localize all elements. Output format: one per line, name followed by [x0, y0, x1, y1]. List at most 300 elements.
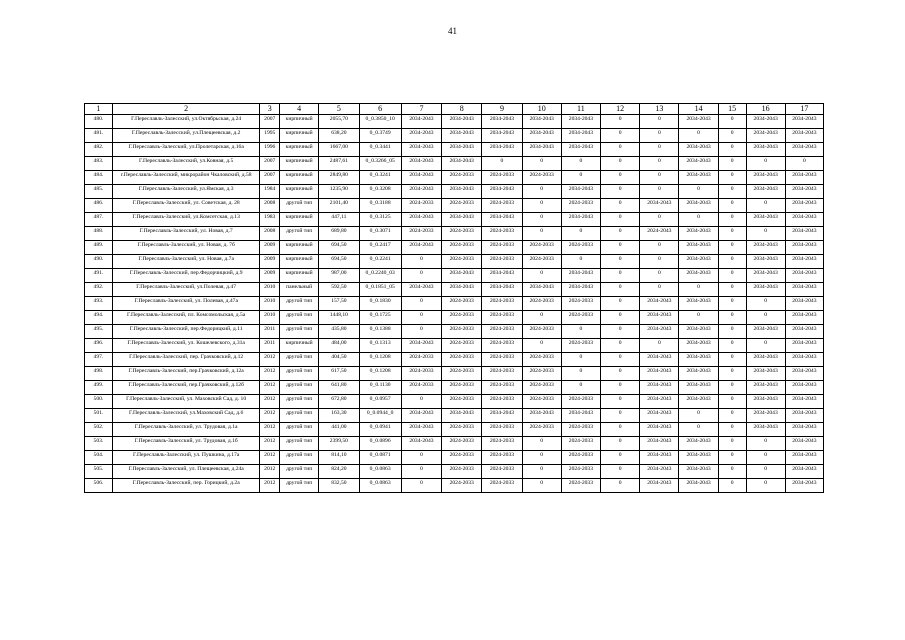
- table-cell: Г.Переславль-Залесский, ул. Кошелевского, д.31а: [112, 339, 260, 353]
- table-cell: кирпичный: [280, 339, 319, 353]
- table-cell: 157,50: [319, 297, 359, 311]
- table-cell: 694,50: [319, 241, 359, 255]
- table-cell: 0: [561, 157, 600, 171]
- table-cell: 2034-2043: [679, 479, 718, 493]
- table-cell: 0: [640, 115, 679, 129]
- table-cell: 0: [601, 311, 640, 325]
- table-cell: 832,50: [319, 479, 359, 493]
- table-cell: Г.Переславль-Залесский, пер.Федорицкий, д.11: [112, 325, 260, 339]
- table-cell: 0: [601, 409, 640, 423]
- table-cell: 1667,00: [319, 143, 359, 157]
- table-cell: 2034-2043: [746, 395, 785, 409]
- table-cell: 0: [522, 269, 561, 283]
- column-header: 13: [640, 104, 679, 115]
- table-cell: 0: [601, 381, 640, 395]
- table-cell: 0: [561, 255, 600, 269]
- table-cell: другой тип: [280, 465, 319, 479]
- table-cell: Г.Переславль-Залесский, пер.Грачковский, д.12а: [112, 367, 260, 381]
- table-cell: 2024-2033: [442, 381, 482, 395]
- table-cell: 2034-2043: [785, 409, 823, 423]
- table-cell: 2034-2043: [482, 115, 522, 129]
- table-cell: 0_0.3125: [359, 213, 401, 227]
- table-cell: 500.: [85, 395, 113, 409]
- table-cell: 1984: [260, 185, 280, 199]
- table-cell: 2034-2043: [785, 451, 823, 465]
- table-cell: 2034-2043: [401, 185, 441, 199]
- table-cell: Г.Переславль-Залесский, ул. Трудовая, д.1б: [112, 437, 260, 451]
- table-cell: 2024-2033: [442, 367, 482, 381]
- table-cell: 2034-2043: [640, 423, 679, 437]
- table-cell: 483.: [85, 157, 113, 171]
- table-cell: 2034-2043: [401, 437, 441, 451]
- table-cell: 0: [522, 227, 561, 241]
- table-cell: 2010: [260, 297, 280, 311]
- table-cell: 2034-2043: [679, 381, 718, 395]
- table-cell: 2024-2033: [442, 199, 482, 213]
- table-cell: кирпичный: [280, 185, 319, 199]
- table-cell: 2034-2043: [785, 311, 823, 325]
- table-cell: 2024-2033: [442, 395, 482, 409]
- table-cell: 2034-2043: [442, 409, 482, 423]
- table-cell: 0: [746, 437, 785, 451]
- table-cell: 2034-2043: [561, 283, 600, 297]
- table-cell: Г.Переславль-Залесский, пер.Федорчицкий, д.9: [112, 269, 260, 283]
- table-cell: 0: [746, 479, 785, 493]
- table-cell: 2024-2033: [482, 241, 522, 255]
- table-cell: 617,50: [319, 367, 359, 381]
- table-cell: 2034-2043: [785, 129, 823, 143]
- table-cell: 2024-2033: [561, 395, 600, 409]
- table-cell: 0: [718, 143, 746, 157]
- table-cell: 2034-2043: [679, 339, 718, 353]
- table-cell: 0: [718, 213, 746, 227]
- table-cell: 1235,90: [319, 185, 359, 199]
- table-cell: 2034-2043: [640, 409, 679, 423]
- table-cell: 2034-2043: [482, 269, 522, 283]
- table-cell: 0_0.1851_05: [359, 283, 401, 297]
- column-header: 4: [280, 104, 319, 115]
- table-cell: 489.: [85, 241, 113, 255]
- table-cell: 2034-2043: [561, 143, 600, 157]
- table-cell: 491.: [85, 269, 113, 283]
- table-cell: панельный: [280, 283, 319, 297]
- table-cell: 2034-2043: [785, 269, 823, 283]
- table-cell: 0: [640, 339, 679, 353]
- table-cell: 2034-2043: [442, 143, 482, 157]
- table-cell: 2008: [260, 199, 280, 213]
- table-cell: 0: [601, 353, 640, 367]
- table-row: [85, 157, 824, 171]
- table-cell: 0: [679, 409, 718, 423]
- table-cell: 2034-2043: [785, 465, 823, 479]
- table-cell: Г.Переславль-Залесский, ул.Полевая, д.47: [112, 283, 260, 297]
- table-cell: 2024-2033: [442, 325, 482, 339]
- table-cell: 0: [679, 423, 718, 437]
- table-cell: 2034-2043: [482, 129, 522, 143]
- table-cell: 0_0.1388: [359, 325, 401, 339]
- table-cell: 2012: [260, 437, 280, 451]
- table-cell: 2024-2033: [401, 367, 441, 381]
- housing-registry-table: [84, 103, 824, 493]
- table-row: [85, 241, 824, 255]
- table-cell: 2034-2043: [640, 367, 679, 381]
- table-cell: другой тип: [280, 437, 319, 451]
- table-row: [85, 199, 824, 213]
- table-cell: 492.: [85, 283, 113, 297]
- table-cell: 2034-2043: [785, 171, 823, 185]
- table-cell: 0: [679, 311, 718, 325]
- table-row: [85, 255, 824, 269]
- table-cell: 814,10: [319, 451, 359, 465]
- table-cell: Г.Переславль-Залесский, ул. Новая, д.7а: [112, 255, 260, 269]
- table-cell: 0: [718, 283, 746, 297]
- table-cell: 2024-2033: [442, 241, 482, 255]
- table-cell: 2024-2043: [640, 227, 679, 241]
- table-cell: 2011: [260, 339, 280, 353]
- table-cell: 0_0.0896: [359, 437, 401, 451]
- table-row: [85, 185, 824, 199]
- table-cell: 0: [401, 311, 441, 325]
- table-cell: 2012: [260, 367, 280, 381]
- table-cell: 2024-2033: [522, 325, 561, 339]
- table-cell: 0: [522, 185, 561, 199]
- table-cell: 496.: [85, 339, 113, 353]
- table-cell: 0: [640, 143, 679, 157]
- table-cell: 2024-2033: [442, 297, 482, 311]
- table-row: [85, 367, 824, 381]
- table-cell: 0: [522, 465, 561, 479]
- table-cell: 2034-2043: [640, 479, 679, 493]
- table-cell: 2034-2043: [640, 395, 679, 409]
- table-cell: 2034-2043: [679, 353, 718, 367]
- table-cell: 0_0.3850_10: [359, 115, 401, 129]
- table-cell: 0_0.3188: [359, 199, 401, 213]
- table-cell: 2034-2043: [679, 451, 718, 465]
- table-cell: 2034-2043: [442, 129, 482, 143]
- table-cell: 2034-2043: [746, 129, 785, 143]
- table-cell: 2034-2043: [679, 227, 718, 241]
- table-cell: 2034-2043: [640, 381, 679, 395]
- table-cell: 2024-2033: [442, 423, 482, 437]
- table-cell: 2024-2033: [522, 297, 561, 311]
- table-cell: 0_0.0863: [359, 479, 401, 493]
- table-cell: 2034-2043: [746, 423, 785, 437]
- table-cell: 0: [718, 269, 746, 283]
- table-cell: 2024-2033: [561, 241, 600, 255]
- table-cell: 2034-2043: [522, 409, 561, 423]
- column-header: 7: [401, 104, 441, 115]
- table-cell: 2034-2043: [640, 353, 679, 367]
- table-cell: 2024-2033: [522, 381, 561, 395]
- table-cell: другой тип: [280, 325, 319, 339]
- table-cell: 163,30: [319, 409, 359, 423]
- table-cell: 2024-2033: [401, 199, 441, 213]
- table-cell: 0: [718, 157, 746, 171]
- table-cell: 0: [679, 283, 718, 297]
- table-cell: 2024-2033: [482, 367, 522, 381]
- table-cell: 0: [718, 479, 746, 493]
- table-cell: 2034-2043: [679, 367, 718, 381]
- table-cell: Г.Переславль-Залесский, ул.Ковная, д.5: [112, 157, 260, 171]
- table-cell: 0_0.1208: [359, 353, 401, 367]
- table-cell: 502.: [85, 423, 113, 437]
- table-cell: 0: [640, 185, 679, 199]
- table-cell: 2024-2033: [482, 479, 522, 493]
- table-cell: 2034-2043: [522, 115, 561, 129]
- table-cell: 2012: [260, 381, 280, 395]
- table-cell: Г.Переславль-Залесский, пл. Комсомольская, д.5а: [112, 311, 260, 325]
- table-cell: 2024-2033: [561, 465, 600, 479]
- column-header: 6: [359, 104, 401, 115]
- page-number: 41: [448, 26, 457, 36]
- table-cell: Г.Переславль-Залесский, ул. Пушкина, д.17а: [112, 451, 260, 465]
- table-cell: 0: [640, 171, 679, 185]
- table-cell: кирпичный: [280, 115, 319, 129]
- table-cell: 2034-2043: [785, 213, 823, 227]
- table-cell: 672,80: [319, 395, 359, 409]
- table-cell: 0: [718, 409, 746, 423]
- table-cell: 2024-2033: [482, 325, 522, 339]
- table-cell: 2034-2043: [746, 255, 785, 269]
- table-cell: 0: [601, 437, 640, 451]
- table-cell: 0_0.1830: [359, 297, 401, 311]
- table-cell: 2101,40: [319, 199, 359, 213]
- table-cell: Г.Переславль-Залесский, ул.Плещеевская, д.2: [112, 129, 260, 143]
- table-cell: 2024-2033: [522, 395, 561, 409]
- table-cell: Г.Переславль-Залесский, пер. Грачковский, д.12: [112, 353, 260, 367]
- table-cell: 2024-2033: [482, 255, 522, 269]
- table-cell: 2034-2043: [640, 451, 679, 465]
- table-cell: 2034-2043: [401, 409, 441, 423]
- table-cell: 2034-2043: [746, 143, 785, 157]
- table-cell: 505.: [85, 465, 113, 479]
- table-cell: Г.Переславль-Залесский, ул. Новая, д.7: [112, 227, 260, 241]
- table-cell: 0: [718, 395, 746, 409]
- table-cell: 0: [785, 157, 823, 171]
- table-cell: 404,50: [319, 353, 359, 367]
- table-cell: 0_0.1130: [359, 381, 401, 395]
- table-cell: 2024-2033: [482, 381, 522, 395]
- table-cell: 2034-2043: [746, 115, 785, 129]
- table-cell: 0: [601, 367, 640, 381]
- table-cell: 2034-2043: [561, 213, 600, 227]
- column-number-row: [85, 104, 824, 115]
- table-cell: 2024-2033: [561, 437, 600, 451]
- table-cell: другой тип: [280, 353, 319, 367]
- table-cell: 2034-2043: [401, 339, 441, 353]
- table-cell: 0: [601, 269, 640, 283]
- table-row: [85, 339, 824, 353]
- table-row: [85, 213, 824, 227]
- table-cell: 0: [601, 185, 640, 199]
- table-cell: 2024-2033: [522, 367, 561, 381]
- table-cell: 2034-2043: [640, 297, 679, 311]
- table-cell: 2034-2043: [785, 367, 823, 381]
- table-cell: 0_0.3241: [359, 171, 401, 185]
- table-cell: 0: [601, 241, 640, 255]
- table-cell: 2024-2033: [442, 437, 482, 451]
- column-header: 15: [718, 104, 746, 115]
- table-cell: Г.Переславль-Залесский, ул. Полевая, д.47а: [112, 297, 260, 311]
- column-header: 12: [601, 104, 640, 115]
- table-cell: 2024-2033: [522, 353, 561, 367]
- table-cell: 0: [601, 339, 640, 353]
- table-cell: 2034-2043: [401, 129, 441, 143]
- table-cell: 0: [718, 451, 746, 465]
- table-cell: 0_0.2417: [359, 241, 401, 255]
- table-cell: 2034-2043: [522, 283, 561, 297]
- column-header: 3: [260, 104, 280, 115]
- table-cell: 2034-2043: [401, 171, 441, 185]
- table-cell: 2399,50: [319, 437, 359, 451]
- table-cell: 0: [601, 157, 640, 171]
- table-cell: 0: [561, 353, 600, 367]
- table-cell: 0: [718, 423, 746, 437]
- table-cell: 0: [601, 465, 640, 479]
- table-cell: 2024-2033: [442, 339, 482, 353]
- table-cell: 2024-2033: [442, 353, 482, 367]
- table-cell: 0: [561, 227, 600, 241]
- table-cell: 2034-2043: [482, 185, 522, 199]
- table-cell: 0: [601, 199, 640, 213]
- table-cell: 2009: [260, 255, 280, 269]
- table-cell: 1983: [260, 213, 280, 227]
- table-cell: 0: [746, 157, 785, 171]
- table-cell: кирпичный: [280, 143, 319, 157]
- table-cell: 2024-2033: [482, 395, 522, 409]
- table-cell: 0: [561, 367, 600, 381]
- table-cell: 0: [746, 227, 785, 241]
- table-cell: 2034-2043: [401, 241, 441, 255]
- table-body: [85, 115, 824, 493]
- table-cell: Г.Переславль-Залесский, ул.Маховский Сад, д.6: [112, 409, 260, 423]
- table-cell: 2034-2043: [442, 269, 482, 283]
- table-cell: 0: [746, 451, 785, 465]
- table-cell: 0: [640, 157, 679, 171]
- table-cell: 2024-2033: [482, 423, 522, 437]
- table-cell: 2024-2033: [442, 465, 482, 479]
- table-cell: 2034-2043: [746, 171, 785, 185]
- table-cell: 2034-2043: [785, 325, 823, 339]
- table-cell: 2034-2043: [785, 437, 823, 451]
- table-cell: 0_0.2240_03: [359, 269, 401, 283]
- table-cell: 2034-2043: [679, 199, 718, 213]
- table-cell: 0: [401, 465, 441, 479]
- table-cell: 2024-2033: [561, 479, 600, 493]
- table-cell: 2034-2043: [785, 381, 823, 395]
- table-cell: 2034-2043: [561, 115, 600, 129]
- table-row: [85, 395, 824, 409]
- table-cell: 506.: [85, 479, 113, 493]
- table-cell: 2034-2043: [785, 395, 823, 409]
- table-cell: 0_0.0871: [359, 451, 401, 465]
- table-cell: 0: [679, 213, 718, 227]
- table-row: [85, 465, 824, 479]
- table-cell: 2024-2033: [561, 297, 600, 311]
- table-cell: 2024-2033: [522, 255, 561, 269]
- table-cell: Г.Переславль-Залесский, ул.Пролетарская, д.16а: [112, 143, 260, 157]
- table-cell: 2034-2043: [401, 283, 441, 297]
- table-cell: 0: [401, 325, 441, 339]
- table-cell: 2024-2033: [482, 465, 522, 479]
- table-cell: Г.Переславль-Залесский, ул.Октябрьская, д.24: [112, 115, 260, 129]
- table-cell: 2024-2033: [482, 199, 522, 213]
- table-row: [85, 171, 824, 185]
- table-cell: 447,11: [319, 213, 359, 227]
- column-header: 16: [746, 104, 785, 115]
- table-cell: 0: [718, 199, 746, 213]
- table-cell: 2012: [260, 423, 280, 437]
- table-cell: 0: [718, 353, 746, 367]
- table-row: [85, 297, 824, 311]
- table-cell: 0: [401, 255, 441, 269]
- table-cell: 2024-2033: [442, 227, 482, 241]
- table-cell: 0: [718, 241, 746, 255]
- table-cell: 2012: [260, 409, 280, 423]
- table-cell: 2024-2033: [401, 353, 441, 367]
- table-cell: 2024-2033: [482, 437, 522, 451]
- table-cell: 2034-2043: [442, 157, 482, 171]
- table-cell: 2034-2043: [640, 325, 679, 339]
- table-row: [85, 115, 824, 129]
- table-cell: 0: [746, 297, 785, 311]
- table-cell: 0_0.1725: [359, 311, 401, 325]
- table-cell: 0: [601, 451, 640, 465]
- table-cell: 493.: [85, 297, 113, 311]
- table-cell: 0: [601, 325, 640, 339]
- table-cell: 0: [401, 297, 441, 311]
- table-cell: 0_0.3071: [359, 227, 401, 241]
- table-cell: 2034-2043: [679, 269, 718, 283]
- table-cell: 2034-2043: [482, 409, 522, 423]
- table-cell: 503.: [85, 437, 113, 451]
- table-cell: 0: [679, 185, 718, 199]
- table-cell: 0: [718, 465, 746, 479]
- table-cell: 0_0.3441: [359, 143, 401, 157]
- table-cell: 2034-2043: [640, 199, 679, 213]
- table-cell: 2034-2043: [401, 143, 441, 157]
- table-cell: 0: [522, 199, 561, 213]
- table-cell: 2034-2043: [746, 381, 785, 395]
- table-cell: 2055,70: [319, 115, 359, 129]
- table-cell: Г.Переславль-Залесский, ул.Комсетская, д.13: [112, 213, 260, 227]
- table-cell: кирпичный: [280, 241, 319, 255]
- table-cell: 2007: [260, 115, 280, 129]
- table-cell: 441,00: [319, 423, 359, 437]
- table-cell: другой тип: [280, 423, 319, 437]
- table-cell: 0: [640, 213, 679, 227]
- table-cell: другой тип: [280, 479, 319, 493]
- table-cell: 0: [718, 129, 746, 143]
- table-cell: 2024-2033: [482, 297, 522, 311]
- table-row: [85, 129, 824, 143]
- table-cell: 0: [601, 283, 640, 297]
- table-row: [85, 269, 824, 283]
- table-cell: 0: [718, 227, 746, 241]
- table-cell: 2034-2043: [679, 437, 718, 451]
- table-cell: 2034-2043: [401, 213, 441, 227]
- table-cell: 2034-2043: [522, 143, 561, 157]
- table-cell: 2034-2043: [442, 185, 482, 199]
- table-cell: 2009: [260, 269, 280, 283]
- table-cell: 2034-2043: [746, 241, 785, 255]
- table-cell: 2024-2033: [482, 171, 522, 185]
- table-cell: Г.Переславль-Залесский, пер.Грачковский, д.12б: [112, 381, 260, 395]
- table-cell: 2849,80: [319, 171, 359, 185]
- table-cell: другой тип: [280, 227, 319, 241]
- table-cell: другой тип: [280, 395, 319, 409]
- table-row: [85, 311, 824, 325]
